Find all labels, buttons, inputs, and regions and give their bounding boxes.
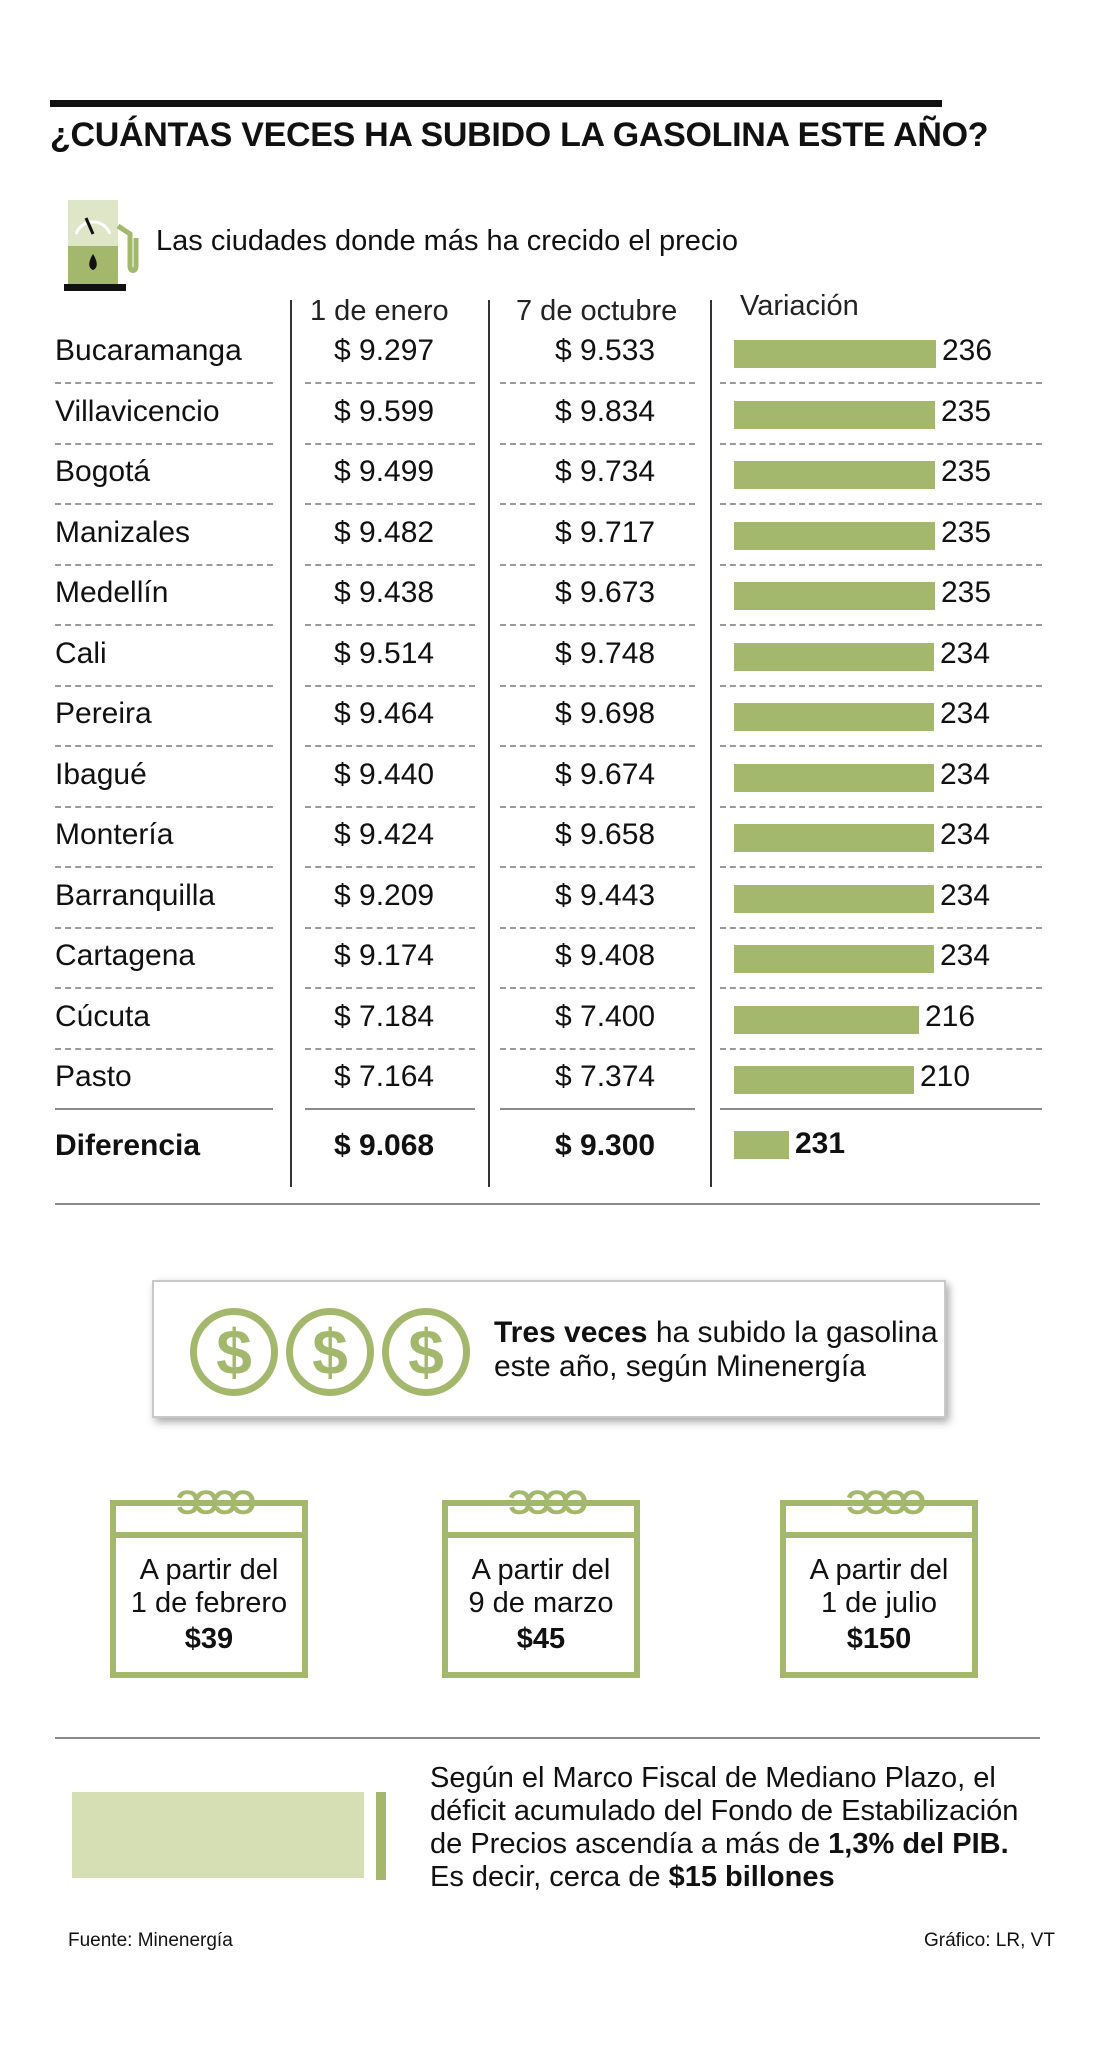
variation-bar xyxy=(734,824,934,852)
variation-label: 234 xyxy=(940,697,991,730)
city-label: Medellín xyxy=(55,576,169,609)
increases-box xyxy=(152,1280,946,1418)
calendar-rings-icon: ƆƆƆƆ xyxy=(508,1484,583,1522)
row-divider xyxy=(305,987,475,989)
row-divider xyxy=(720,806,1042,808)
city-label: Bucaramanga xyxy=(55,334,242,367)
city-label: Cúcuta xyxy=(55,999,151,1033)
price-oct: $ 9.717 xyxy=(555,515,656,549)
row-divider xyxy=(305,443,475,445)
row-divider xyxy=(55,564,273,566)
calendar-amount: $150 xyxy=(846,1623,912,1655)
row-divider xyxy=(305,745,475,747)
calendar-rings-icon: ƆƆƆƆ xyxy=(846,1484,921,1522)
price-oct: $ 9.698 xyxy=(555,697,656,730)
row-divider xyxy=(55,745,273,747)
column-header-variation: Variación xyxy=(740,290,859,322)
price-jan: $ 9.297 xyxy=(334,334,435,367)
total-jan: $ 9.068 xyxy=(334,1128,435,1162)
total-oct: $ 9.300 xyxy=(555,1128,656,1162)
row-divider xyxy=(500,564,695,566)
price-jan: $ 7.184 xyxy=(334,999,435,1033)
city-label: Ibagué xyxy=(55,757,147,791)
calendar-amount: $39 xyxy=(184,1623,234,1655)
calendar-amount: $45 xyxy=(516,1623,566,1655)
city-label: Pereira xyxy=(55,697,152,730)
title-rule xyxy=(50,100,942,107)
row-divider xyxy=(500,806,695,808)
increases-count: Tres veces xyxy=(494,1316,648,1349)
calendar-line1: A partir del xyxy=(471,1554,611,1586)
dollar-coin-icon: $ xyxy=(190,1308,278,1396)
price-jan: $ 9.464 xyxy=(334,697,435,730)
city-label: Montería xyxy=(55,818,174,851)
column-divider xyxy=(710,300,712,1187)
row-divider xyxy=(305,624,475,626)
variation-label: 234 xyxy=(940,757,991,791)
table-bottom-rule xyxy=(55,1203,1040,1205)
row-divider xyxy=(500,866,695,868)
calendar-line2: 1 de febrero xyxy=(130,1587,288,1619)
price-jan: $ 9.438 xyxy=(334,576,435,609)
variation-label: 234 xyxy=(940,878,991,912)
decorative-bar xyxy=(72,1792,364,1878)
variation-bar xyxy=(734,703,934,731)
total-label: Diferencia xyxy=(55,1128,201,1162)
price-oct: $ 9.658 xyxy=(555,818,656,851)
variation-label: 234 xyxy=(940,818,991,851)
variation-bar xyxy=(734,885,934,913)
row-divider xyxy=(305,503,475,505)
row-divider xyxy=(720,382,1042,384)
row-divider xyxy=(55,382,273,384)
total-rule xyxy=(720,1108,1042,1110)
calendar-card xyxy=(442,1484,640,1678)
price-oct: $ 7.374 xyxy=(555,1060,656,1093)
variation-label: 235 xyxy=(941,455,992,488)
price-jan: $ 9.209 xyxy=(334,878,435,912)
variation-bar xyxy=(734,764,934,792)
price-oct: $ 7.400 xyxy=(555,999,656,1033)
source-credit: Fuente: Minenergía xyxy=(68,1930,233,1951)
row-divider xyxy=(720,624,1042,626)
city-label: Villavicencio xyxy=(55,394,220,428)
fiscal-note xyxy=(430,1762,1018,1894)
price-oct: $ 9.674 xyxy=(555,757,656,791)
price-jan: $ 9.482 xyxy=(334,515,435,549)
variation-bar xyxy=(734,1006,919,1034)
variation-label: 234 xyxy=(940,636,991,670)
calendar-line1: A partir del xyxy=(139,1554,279,1586)
row-divider xyxy=(55,866,273,868)
city-label: Cali xyxy=(55,636,107,670)
row-divider xyxy=(55,927,273,929)
city-label: Barranquilla xyxy=(55,878,216,912)
price-jan: $ 7.164 xyxy=(334,1060,435,1093)
price-oct: $ 9.734 xyxy=(555,455,656,488)
row-divider xyxy=(500,382,695,384)
price-oct: $ 9.673 xyxy=(555,576,656,609)
price-oct: $ 9.834 xyxy=(555,394,656,428)
row-divider xyxy=(720,1048,1042,1050)
city-label: Bogotá xyxy=(55,455,151,488)
price-jan: $ 9.499 xyxy=(334,455,435,488)
row-divider xyxy=(55,1048,273,1050)
city-label: Cartagena xyxy=(55,939,196,972)
total-rule xyxy=(55,1108,273,1110)
row-divider xyxy=(500,927,695,929)
variation-label: 216 xyxy=(925,999,976,1033)
note-line1: Según el Marco Fiscal de Mediano Plazo, el xyxy=(430,1762,996,1794)
calendar-card xyxy=(780,1484,978,1678)
total-bar xyxy=(734,1131,789,1159)
row-divider xyxy=(500,987,695,989)
note-amount: $15 billones xyxy=(668,1861,835,1893)
variation-bar xyxy=(734,582,935,610)
price-jan: $ 9.424 xyxy=(334,818,435,851)
graphic-credit: Gráfico: LR, VT xyxy=(924,1930,1055,1951)
increases-text-line2: este año, según Minenergía xyxy=(494,1350,866,1383)
calendar-line2: 9 de marzo xyxy=(468,1587,614,1619)
column-header-oct: 7 de octubre xyxy=(516,295,678,327)
variation-bar xyxy=(734,1066,914,1094)
chart-subtitle: Las ciudades donde más ha crecido el precio xyxy=(156,225,738,257)
increases-text-rest: ha subido la gasolina xyxy=(647,1316,938,1349)
row-divider xyxy=(305,1048,475,1050)
note-line2: déficit acumulado del Fondo de Estabilización xyxy=(430,1795,1019,1827)
variation-bar xyxy=(734,643,934,671)
row-divider xyxy=(500,745,695,747)
calendar-card xyxy=(110,1484,308,1678)
row-divider xyxy=(720,987,1042,989)
decorative-accent xyxy=(376,1792,386,1880)
row-divider xyxy=(500,624,695,626)
page-title: ¿CUÁNTAS VECES HA SUBIDO LA GASOLINA ESTE AÑO? xyxy=(50,116,989,154)
price-jan: $ 9.174 xyxy=(334,939,435,972)
total-variation: 231 xyxy=(795,1126,846,1160)
column-header-jan: 1 de enero xyxy=(310,295,449,327)
row-divider xyxy=(500,443,695,445)
note-line3: de Precios ascendía a más de xyxy=(430,1828,829,1860)
fuel-pump-icon xyxy=(64,196,142,296)
calendar-line1: A partir del xyxy=(809,1554,949,1586)
dollar-coin-icon: $ xyxy=(286,1308,374,1396)
row-divider xyxy=(305,564,475,566)
row-divider xyxy=(720,443,1042,445)
row-divider xyxy=(720,866,1042,868)
section-rule xyxy=(55,1737,1040,1739)
row-divider xyxy=(720,564,1042,566)
row-divider xyxy=(55,503,273,505)
row-divider xyxy=(500,685,695,687)
dollar-coin-icon: $ xyxy=(382,1308,470,1396)
calendar-rings-icon: ƆƆƆƆ xyxy=(176,1484,251,1522)
row-divider xyxy=(305,927,475,929)
city-label: Manizales xyxy=(55,515,191,549)
note-line4: Es decir, cerca de xyxy=(430,1861,669,1893)
variation-label: 235 xyxy=(941,576,992,609)
row-divider xyxy=(305,806,475,808)
variation-label: 235 xyxy=(941,515,992,549)
row-divider xyxy=(500,1048,695,1050)
price-jan: $ 9.440 xyxy=(334,757,435,791)
price-oct: $ 9.408 xyxy=(555,939,656,972)
row-divider xyxy=(55,806,273,808)
row-divider xyxy=(720,745,1042,747)
variation-label: 235 xyxy=(941,394,992,428)
note-pib: 1,3% del PIB. xyxy=(828,1828,1009,1860)
row-divider xyxy=(720,685,1042,687)
row-divider xyxy=(500,503,695,505)
variation-label: 210 xyxy=(920,1060,971,1093)
calendar-line2: 1 de julio xyxy=(820,1587,938,1619)
row-divider xyxy=(720,503,1042,505)
row-divider xyxy=(55,987,273,989)
variation-bar xyxy=(734,522,935,550)
total-rule xyxy=(305,1108,475,1110)
total-rule xyxy=(500,1108,695,1110)
price-oct: $ 9.533 xyxy=(555,334,656,367)
price-oct: $ 9.748 xyxy=(555,636,656,670)
variation-bar xyxy=(734,945,934,973)
column-divider xyxy=(290,300,292,1187)
variation-label: 236 xyxy=(942,334,993,367)
row-divider xyxy=(720,927,1042,929)
row-divider xyxy=(55,624,273,626)
row-divider xyxy=(55,685,273,687)
price-jan: $ 9.514 xyxy=(334,636,435,670)
increases-text xyxy=(494,1316,938,1384)
row-divider xyxy=(305,685,475,687)
variation-bar xyxy=(734,401,935,429)
variation-label: 234 xyxy=(940,939,991,972)
variation-bar xyxy=(734,340,936,368)
price-oct: $ 9.443 xyxy=(555,878,656,912)
variation-bar xyxy=(734,461,935,489)
row-divider xyxy=(305,866,475,868)
column-divider xyxy=(488,300,490,1187)
row-divider xyxy=(305,382,475,384)
city-label: Pasto xyxy=(55,1060,132,1093)
price-jan: $ 9.599 xyxy=(334,394,435,428)
row-divider xyxy=(55,443,273,445)
